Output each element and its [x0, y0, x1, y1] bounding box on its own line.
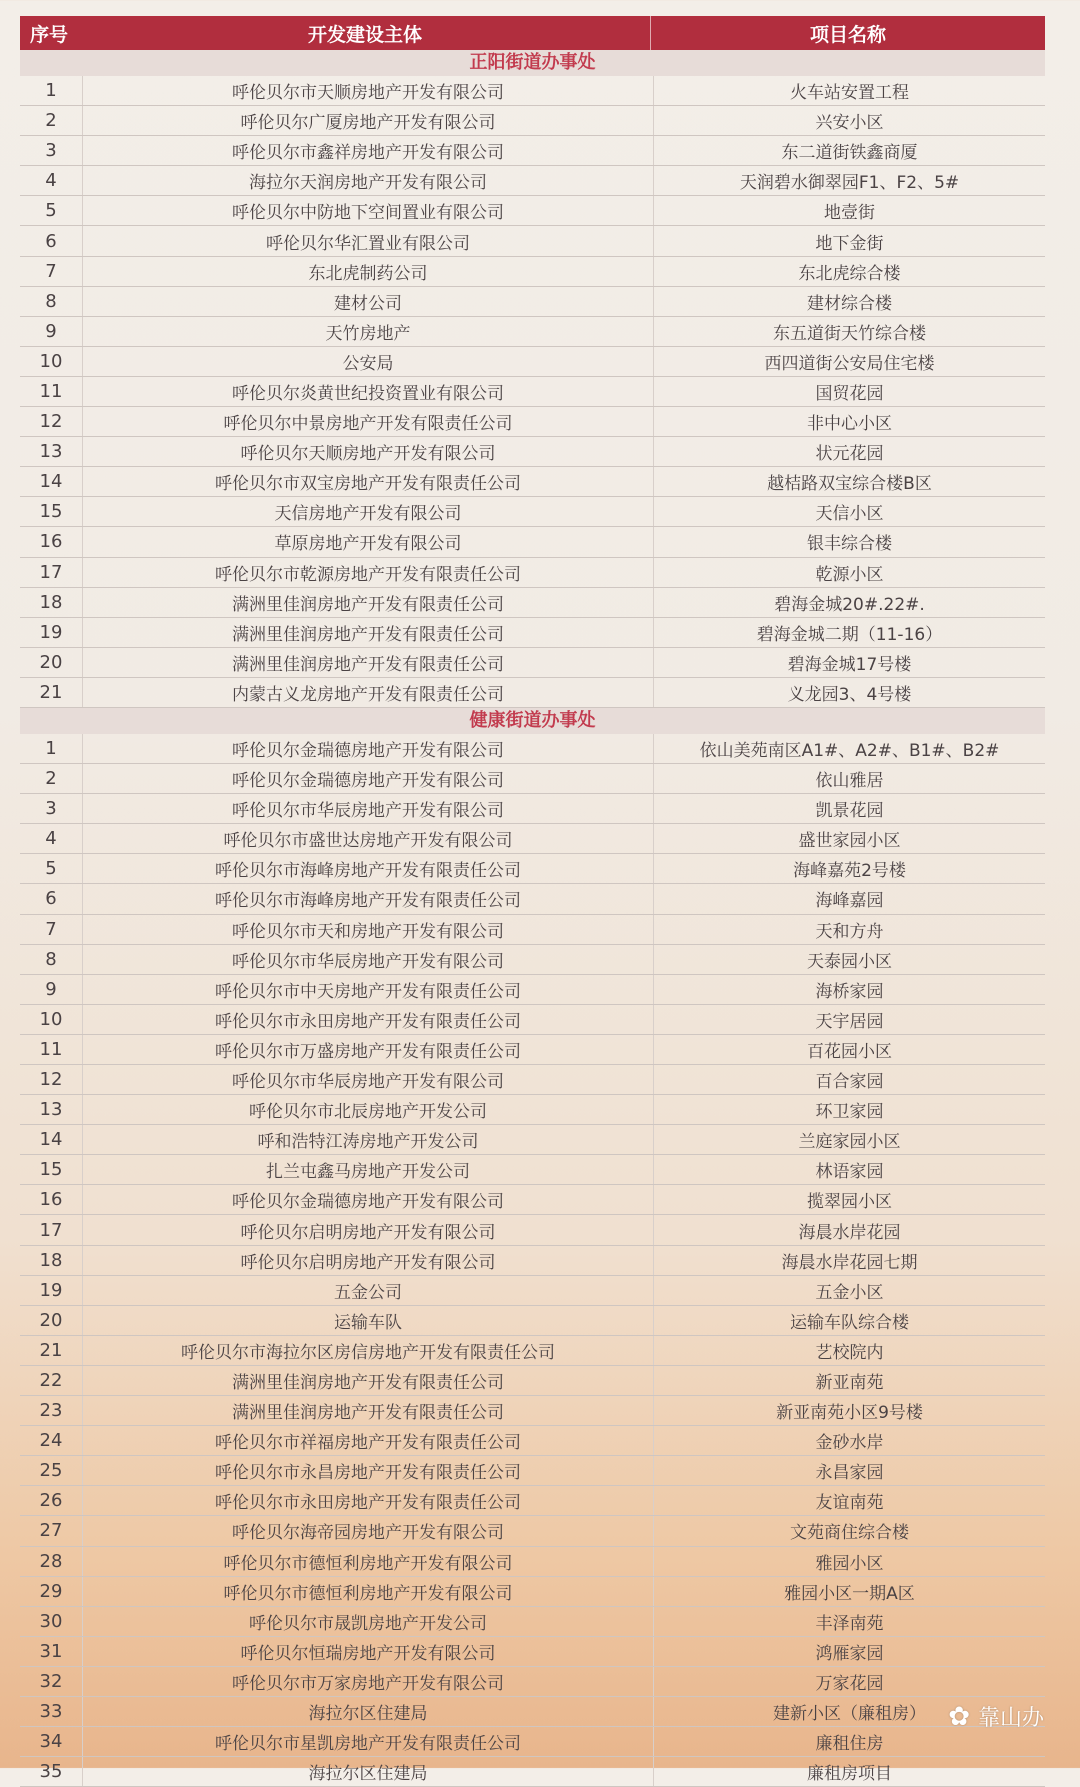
row-number: 10	[39, 1008, 63, 1030]
row-project: 丰泽南苑	[653, 1607, 1045, 1636]
table-row	[20, 347, 1045, 377]
row-number: 1	[45, 738, 57, 760]
row-project: 海峰嘉园	[653, 884, 1045, 913]
row-project: 运输车队综合楼	[653, 1306, 1045, 1335]
table-row	[20, 1667, 1045, 1697]
table-row	[20, 1125, 1045, 1155]
row-number: 22	[39, 1369, 63, 1391]
table-row	[20, 196, 1045, 226]
row-number: 21	[39, 1339, 63, 1361]
row-project: 揽翠园小区	[653, 1185, 1045, 1214]
row-developer: 公安局	[82, 347, 653, 376]
table-row	[20, 1095, 1045, 1125]
row-number: 26	[39, 1490, 63, 1512]
table-row	[20, 1396, 1045, 1426]
row-developer: 呼伦贝尔天顺房地产开发有限公司	[82, 437, 653, 466]
row-developer: 呼伦贝尔市天顺房地产开发有限公司	[82, 76, 653, 105]
table-row	[20, 136, 1045, 166]
row-number: 2	[45, 110, 57, 132]
row-project: 火车站安置工程	[653, 76, 1045, 105]
row-number: 27	[39, 1520, 63, 1542]
row-number: 4	[45, 828, 57, 850]
table-row	[20, 1456, 1045, 1486]
row-project: 乾源小区	[653, 558, 1045, 587]
table-row	[20, 1697, 1045, 1727]
row-project: 兴安小区	[653, 106, 1045, 135]
row-project: 兰庭家园小区	[653, 1125, 1045, 1154]
row-number: 5	[45, 858, 57, 880]
row-project: 东二道街铁鑫商厦	[653, 136, 1045, 165]
row-number: 12	[39, 411, 63, 433]
row-developer: 东北虎制药公司	[82, 257, 653, 286]
row-number: 7	[45, 260, 57, 282]
row-project: 建新小区（廉租房）	[653, 1697, 1045, 1726]
table-row	[20, 764, 1045, 794]
row-developer: 呼伦贝尔市乾源房地产开发有限责任公司	[82, 558, 653, 587]
row-project: 天润碧水御翠园F1、F2、5#	[653, 166, 1045, 195]
table-row	[20, 1607, 1045, 1637]
row-number: 18	[39, 1249, 63, 1271]
table-row	[20, 1426, 1045, 1456]
row-developer: 满洲里佳润房地产开发有限责任公司	[82, 648, 653, 677]
table-row	[20, 915, 1045, 945]
table-row	[20, 1637, 1045, 1667]
row-project: 海晨水岸花园	[653, 1215, 1045, 1244]
table-row	[20, 1516, 1045, 1546]
row-project: 义龙园3、4号楼	[653, 678, 1045, 707]
row-developer: 呼伦贝尔市北辰房地产开发公司	[82, 1095, 653, 1124]
row-project: 林语家园	[653, 1155, 1045, 1184]
row-developer: 扎兰屯鑫马房地产开发公司	[82, 1155, 653, 1184]
row-project: 金砂水岸	[653, 1426, 1045, 1455]
row-developer: 呼伦贝尔市中天房地产开发有限责任公司	[82, 975, 653, 1004]
row-developer: 呼伦贝尔市海峰房地产开发有限责任公司	[82, 854, 653, 883]
table-row	[20, 1065, 1045, 1095]
row-project: 碧海金城二期（11-16）	[653, 618, 1045, 647]
row-number: 3	[45, 798, 57, 820]
row-developer: 内蒙古义龙房地产开发有限责任公司	[82, 678, 653, 707]
row-developer: 呼伦贝尔市永昌房地产开发有限责任公司	[82, 1456, 653, 1485]
table-row	[20, 76, 1045, 106]
row-project: 非中心小区	[653, 407, 1045, 436]
row-developer: 呼伦贝尔市德恒利房地产开发有限公司	[82, 1577, 653, 1606]
row-number: 33	[39, 1701, 63, 1723]
row-project: 银丰综合楼	[653, 527, 1045, 556]
row-developer: 运输车队	[82, 1306, 653, 1335]
section-title: 健康街道办事处	[20, 708, 1045, 734]
row-developer: 呼伦贝尔启明房地产开发有限公司	[82, 1215, 653, 1244]
row-number: 11	[39, 1038, 63, 1060]
row-number: 15	[39, 501, 63, 523]
header-developer: 开发建设主体	[307, 23, 422, 46]
row-project: 国贸花园	[653, 377, 1045, 406]
row-project: 天泰园小区	[653, 945, 1045, 974]
row-developer: 呼伦贝尔市永田房地产开发有限责任公司	[82, 1005, 653, 1034]
row-project: 东北虎综合楼	[653, 257, 1045, 286]
row-project: 建材综合楼	[653, 287, 1045, 316]
row-project: 五金小区	[653, 1276, 1045, 1305]
row-project: 碧海金城20#.22#.	[653, 588, 1045, 617]
row-project: 盛世家园小区	[653, 824, 1045, 853]
section-title: 正阳街道办事处	[20, 50, 1045, 76]
row-number: 5	[45, 200, 57, 222]
row-developer: 呼伦贝尔金瑞德房地产开发有限公司	[82, 734, 653, 763]
row-project: 地壹街	[653, 196, 1045, 225]
row-developer: 呼伦贝尔市万家房地产开发有限公司	[82, 1667, 653, 1696]
row-project: 永昌家园	[653, 1456, 1045, 1485]
row-number: 25	[39, 1460, 63, 1482]
row-number: 17	[39, 561, 63, 583]
row-number: 17	[39, 1219, 63, 1241]
row-number: 8	[45, 948, 57, 970]
row-developer: 呼和浩特江涛房地产开发公司	[82, 1125, 653, 1154]
row-developer: 呼伦贝尔市双宝房地产开发有限责任公司	[82, 467, 653, 496]
row-project: 依山雅居	[653, 764, 1045, 793]
row-number: 15	[39, 1159, 63, 1181]
row-project: 百花园小区	[653, 1035, 1045, 1064]
table-row	[20, 734, 1045, 764]
table-row	[20, 497, 1045, 527]
table-row	[20, 678, 1045, 708]
row-project: 天信小区	[653, 497, 1045, 526]
row-developer: 呼伦贝尔启明房地产开发有限公司	[82, 1246, 653, 1275]
row-project: 凯景花园	[653, 794, 1045, 823]
row-developer: 满洲里佳润房地产开发有限责任公司	[82, 1366, 653, 1395]
row-project: 文苑商住综合楼	[653, 1516, 1045, 1545]
row-developer: 呼伦贝尔市永田房地产开发有限责任公司	[82, 1486, 653, 1515]
row-number: 3	[45, 140, 57, 162]
row-developer: 呼伦贝尔市华辰房地产开发有限公司	[82, 945, 653, 974]
row-developer: 海拉尔区住建局	[82, 1757, 653, 1786]
row-developer: 呼伦贝尔市华辰房地产开发有限公司	[82, 1065, 653, 1094]
row-number: 23	[39, 1400, 63, 1422]
row-project: 雅园小区	[653, 1547, 1045, 1576]
row-developer: 呼伦贝尔金瑞德房地产开发有限公司	[82, 1185, 653, 1214]
table-row	[20, 467, 1045, 497]
row-number: 1	[45, 80, 57, 102]
table-row	[20, 527, 1045, 557]
row-project: 万家花园	[653, 1667, 1045, 1696]
row-number: 6	[45, 888, 57, 910]
table-row	[20, 648, 1045, 678]
row-project: 环卫家园	[653, 1095, 1045, 1124]
row-project: 百合家园	[653, 1065, 1045, 1094]
row-number: 20	[39, 651, 63, 673]
row-developer: 呼伦贝尔广厦房地产开发有限公司	[82, 106, 653, 135]
table-row	[20, 226, 1045, 256]
row-number: 9	[45, 978, 57, 1000]
row-number: 24	[39, 1430, 63, 1452]
row-developer: 满洲里佳润房地产开发有限责任公司	[82, 618, 653, 647]
row-number: 2	[45, 768, 57, 790]
row-developer: 五金公司	[82, 1276, 653, 1305]
table-row	[20, 884, 1045, 914]
row-number: 31	[39, 1640, 63, 1662]
row-developer: 海拉尔天润房地产开发有限公司	[82, 166, 653, 195]
row-number: 11	[39, 380, 63, 402]
table-row	[20, 1577, 1045, 1607]
table-row	[20, 1276, 1045, 1306]
row-developer: 呼伦贝尔市天和房地产开发有限公司	[82, 915, 653, 944]
row-number: 4	[45, 170, 57, 192]
table-row	[20, 437, 1045, 467]
row-developer: 呼伦贝尔市星凯房地产开发有限责任公司	[82, 1727, 653, 1756]
row-developer: 呼伦贝尔市海拉尔区房信房地产开发有限责任公司	[82, 1336, 653, 1365]
row-developer: 呼伦贝尔中景房地产开发有限责任公司	[82, 407, 653, 436]
row-developer: 海拉尔区住建局	[82, 1697, 653, 1726]
row-project: 廉租房项目	[653, 1757, 1045, 1786]
row-number: 16	[39, 531, 63, 553]
row-developer: 呼伦贝尔恒瑞房地产开发有限公司	[82, 1637, 653, 1666]
row-developer: 呼伦贝尔炎黄世纪投资置业有限公司	[82, 377, 653, 406]
table-body	[20, 50, 1045, 1787]
table-row	[20, 257, 1045, 287]
row-developer: 呼伦贝尔华汇置业有限公司	[82, 226, 653, 255]
table-row	[20, 106, 1045, 136]
row-developer: 呼伦贝尔海帝园房地产开发有限公司	[82, 1516, 653, 1545]
table-row	[20, 1246, 1045, 1276]
row-project: 雅园小区一期A区	[653, 1577, 1045, 1606]
row-number: 7	[45, 918, 57, 940]
table-row	[20, 558, 1045, 588]
table-row	[20, 1336, 1045, 1366]
row-number: 35	[39, 1761, 63, 1783]
row-developer: 天信房地产开发有限公司	[82, 497, 653, 526]
row-developer: 呼伦贝尔市德恒利房地产开发有限公司	[82, 1547, 653, 1576]
row-developer: 呼伦贝尔中防地下空间置业有限公司	[82, 196, 653, 225]
row-number: 13	[39, 441, 63, 463]
table-row	[20, 1155, 1045, 1185]
table-row	[20, 1486, 1045, 1516]
wechat-icon: ✿	[948, 1701, 970, 1732]
row-project: 天和方舟	[653, 915, 1045, 944]
row-project: 越桔路双宝综合楼B区	[653, 467, 1045, 496]
row-developer: 呼伦贝尔市晟凯房地产开发公司	[82, 1607, 653, 1636]
row-project: 碧海金城17号楼	[653, 648, 1045, 677]
table-row	[20, 854, 1045, 884]
table-row	[20, 824, 1045, 854]
row-number: 6	[45, 230, 57, 252]
row-project: 东五道街天竹综合楼	[653, 317, 1045, 346]
table-row	[20, 945, 1045, 975]
row-project: 艺校院内	[653, 1336, 1045, 1365]
row-number: 19	[39, 1279, 63, 1301]
row-project: 天宇居园	[653, 1005, 1045, 1034]
row-number: 14	[39, 471, 63, 493]
row-developer: 呼伦贝尔市盛世达房地产开发有限公司	[82, 824, 653, 853]
header-no: 序号	[30, 23, 69, 46]
table-row	[20, 1185, 1045, 1215]
row-project: 依山美苑南区A1#、A2#、B1#、B2#	[653, 734, 1045, 763]
row-number: 18	[39, 591, 63, 613]
table-row	[20, 1035, 1045, 1065]
table-row	[20, 287, 1045, 317]
row-developer: 呼伦贝尔市鑫祥房地产开发有限公司	[82, 136, 653, 165]
row-project: 海峰嘉苑2号楼	[653, 854, 1045, 883]
row-project: 西四道街公安局住宅楼	[653, 347, 1045, 376]
table-row	[20, 975, 1045, 1005]
row-project: 海桥家园	[653, 975, 1045, 1004]
row-project: 新亚南苑	[653, 1366, 1045, 1395]
table-row	[20, 1215, 1045, 1245]
row-developer: 呼伦贝尔市海峰房地产开发有限责任公司	[82, 884, 653, 913]
watermark-text: 靠山办	[977, 1706, 1044, 1731]
row-number: 13	[39, 1099, 63, 1121]
row-number: 20	[39, 1309, 63, 1331]
table-row	[20, 377, 1045, 407]
row-developer: 草原房地产开发有限公司	[82, 527, 653, 556]
row-project: 鸿雁家园	[653, 1637, 1045, 1666]
row-project: 状元花园	[653, 437, 1045, 466]
table-row	[20, 407, 1045, 437]
table-header	[20, 16, 1045, 50]
table-row	[20, 588, 1045, 618]
table-row	[20, 794, 1045, 824]
row-number: 16	[39, 1189, 63, 1211]
row-number: 34	[39, 1731, 63, 1753]
project-table	[20, 16, 1045, 1787]
row-developer: 天竹房地产	[82, 317, 653, 346]
row-number: 12	[39, 1069, 63, 1091]
row-developer: 建材公司	[82, 287, 653, 316]
table-row	[20, 166, 1045, 196]
table-row	[20, 1727, 1045, 1757]
table-row	[20, 1005, 1045, 1035]
row-number: 9	[45, 320, 57, 342]
row-number: 32	[39, 1670, 63, 1692]
row-developer: 满洲里佳润房地产开发有限责任公司	[82, 1396, 653, 1425]
watermark	[948, 1701, 1044, 1732]
row-number: 29	[39, 1580, 63, 1602]
table-row	[20, 1547, 1045, 1577]
row-project: 廉租住房	[653, 1727, 1045, 1756]
row-project: 新亚南苑小区9号楼	[653, 1396, 1045, 1425]
table-row	[20, 317, 1045, 347]
row-number: 19	[39, 621, 63, 643]
row-developer: 满洲里佳润房地产开发有限责任公司	[82, 588, 653, 617]
row-project: 友谊南苑	[653, 1486, 1045, 1515]
row-number: 14	[39, 1129, 63, 1151]
table-row	[20, 1306, 1045, 1336]
row-number: 10	[39, 350, 63, 372]
row-number: 30	[39, 1610, 63, 1632]
row-number: 21	[39, 681, 63, 703]
row-developer: 呼伦贝尔金瑞德房地产开发有限公司	[82, 764, 653, 793]
table-row	[20, 618, 1045, 648]
row-developer: 呼伦贝尔市华辰房地产开发有限公司	[82, 794, 653, 823]
row-project: 地下金街	[653, 226, 1045, 255]
row-number: 28	[39, 1550, 63, 1572]
row-developer: 呼伦贝尔市祥福房地产开发有限责任公司	[82, 1426, 653, 1455]
row-project: 海晨水岸花园七期	[653, 1246, 1045, 1275]
table-row	[20, 1366, 1045, 1396]
row-number: 8	[45, 290, 57, 312]
table-row	[20, 1757, 1045, 1787]
row-developer: 呼伦贝尔市万盛房地产开发有限责任公司	[82, 1035, 653, 1064]
header-project: 项目名称	[650, 16, 1045, 50]
